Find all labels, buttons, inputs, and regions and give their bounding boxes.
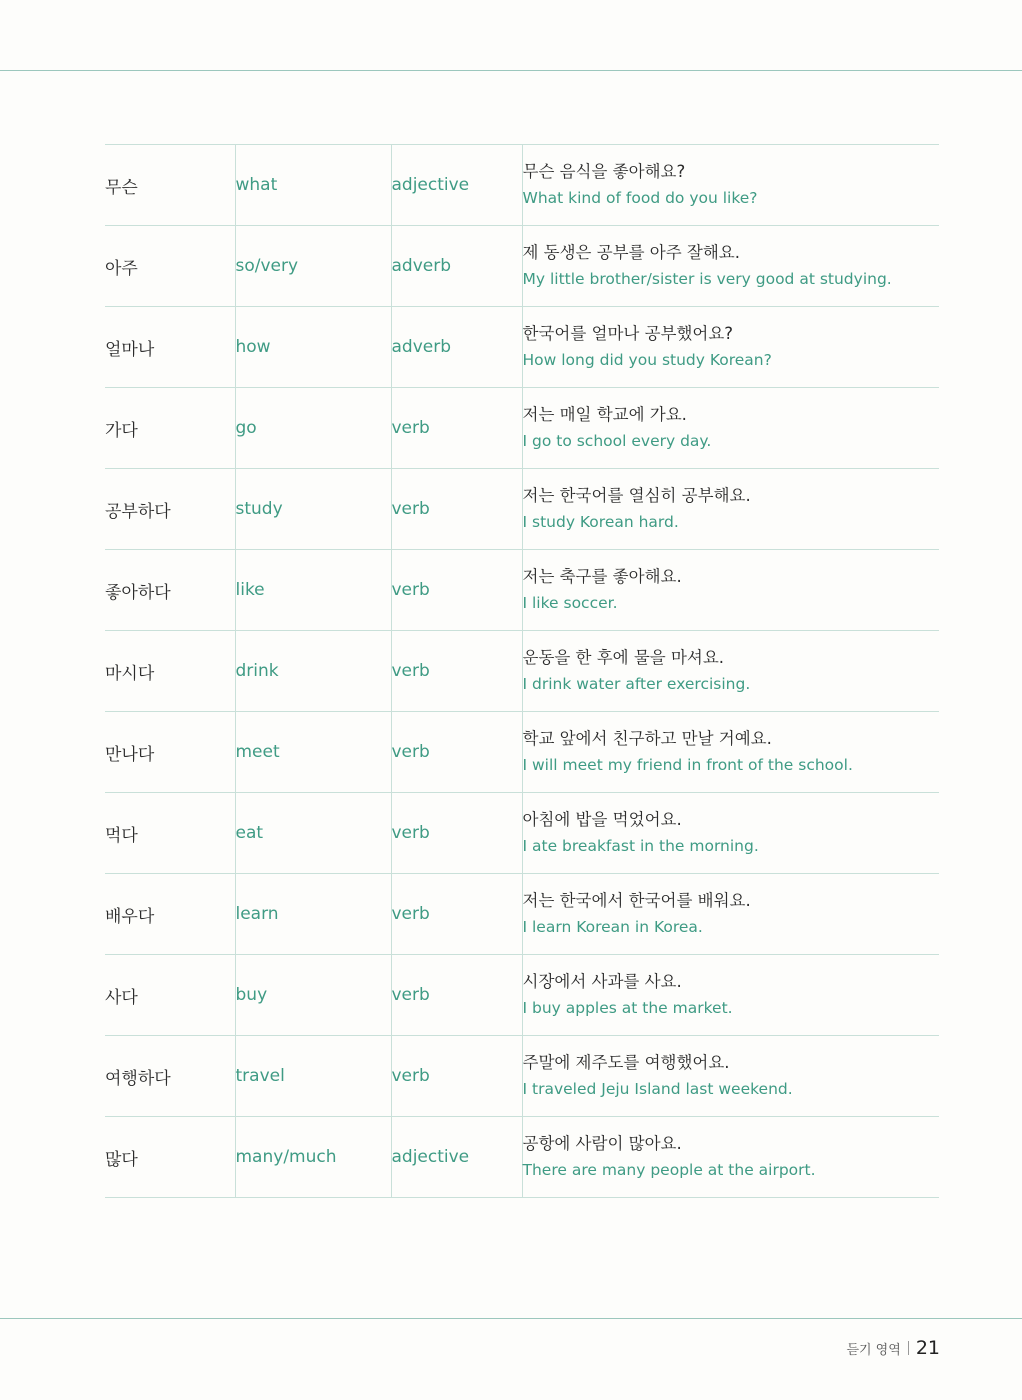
example-english: I traveled Jeju Island last weekend. <box>522 1080 793 1098</box>
english-meaning: so/very <box>235 226 391 307</box>
korean-word: 사다 <box>105 955 235 1036</box>
english-meaning: how <box>235 307 391 388</box>
example-cell <box>522 307 939 388</box>
top-rule <box>0 70 1022 71</box>
example-korean: 저는 축구를 좋아해요. <box>522 567 682 586</box>
table-row <box>105 955 939 1036</box>
table-row <box>105 550 939 631</box>
example-korean: 공항에 사람이 많아요. <box>522 1134 682 1153</box>
korean-word: 여행하다 <box>105 1036 235 1117</box>
english-meaning: what <box>235 145 391 226</box>
page-footer <box>846 1334 940 1362</box>
example-cell <box>522 226 939 307</box>
footer-separator <box>908 1341 909 1355</box>
english-meaning: many/much <box>235 1117 391 1198</box>
bottom-rule <box>0 1318 1022 1319</box>
example-english: I drink water after exercising. <box>522 675 751 693</box>
part-of-speech: adverb <box>391 307 522 388</box>
example-english: I go to school every day. <box>522 432 712 450</box>
english-meaning: eat <box>235 793 391 874</box>
example-cell <box>522 631 939 712</box>
table-row <box>105 1117 939 1198</box>
example-english: I buy apples at the market. <box>522 999 733 1017</box>
english-meaning: meet <box>235 712 391 793</box>
korean-word: 많다 <box>105 1117 235 1198</box>
english-meaning: learn <box>235 874 391 955</box>
part-of-speech: adjective <box>391 1117 522 1198</box>
korean-word: 공부하다 <box>105 469 235 550</box>
part-of-speech: verb <box>391 955 522 1036</box>
part-of-speech: verb <box>391 631 522 712</box>
example-korean: 시장에서 사과를 사요. <box>522 972 682 991</box>
example-cell <box>522 793 939 874</box>
part-of-speech: verb <box>391 469 522 550</box>
korean-word: 좋아하다 <box>105 550 235 631</box>
table-row <box>105 631 939 712</box>
example-korean: 한국어를 얼마나 공부했어요? <box>522 324 734 343</box>
example-korean: 학교 앞에서 친구하고 만날 거예요. <box>522 729 772 748</box>
english-meaning: buy <box>235 955 391 1036</box>
example-korean: 저는 매일 학교에 가요. <box>522 405 687 424</box>
korean-word: 무슨 <box>105 145 235 226</box>
table-row <box>105 874 939 955</box>
example-korean: 무슨 음식을 좋아해요? <box>522 162 686 181</box>
example-english: My little brother/sister is very good at studying. <box>522 270 892 288</box>
table-row <box>105 226 939 307</box>
table-row <box>105 793 939 874</box>
korean-word: 배우다 <box>105 874 235 955</box>
example-english: I ate breakfast in the morning. <box>522 837 759 855</box>
english-meaning: go <box>235 388 391 469</box>
example-english: There are many people at the airport. <box>522 1161 816 1179</box>
part-of-speech: adverb <box>391 226 522 307</box>
example-cell <box>522 469 939 550</box>
example-cell <box>522 1117 939 1198</box>
english-meaning: study <box>235 469 391 550</box>
example-cell <box>522 712 939 793</box>
table-row <box>105 712 939 793</box>
example-cell <box>522 955 939 1036</box>
korean-word: 만나다 <box>105 712 235 793</box>
vocabulary-table-body <box>105 145 939 1198</box>
english-meaning: drink <box>235 631 391 712</box>
example-english: I will meet my friend in front of the school. <box>522 756 853 774</box>
part-of-speech: verb <box>391 874 522 955</box>
english-meaning: like <box>235 550 391 631</box>
table-row <box>105 145 939 226</box>
example-english: I like soccer. <box>522 594 618 612</box>
example-english: How long did you study Korean? <box>522 351 772 369</box>
example-english: I study Korean hard. <box>522 513 679 531</box>
part-of-speech: verb <box>391 793 522 874</box>
page-number: 21 <box>915 1337 940 1359</box>
example-korean: 저는 한국에서 한국어를 배워요. <box>522 891 751 910</box>
korean-word: 아주 <box>105 226 235 307</box>
korean-word: 먹다 <box>105 793 235 874</box>
example-cell <box>522 550 939 631</box>
example-cell <box>522 388 939 469</box>
example-korean: 제 동생은 공부를 아주 잘해요. <box>522 243 740 262</box>
part-of-speech: verb <box>391 712 522 793</box>
table-row <box>105 1036 939 1117</box>
korean-word: 가다 <box>105 388 235 469</box>
part-of-speech: adjective <box>391 145 522 226</box>
example-korean: 운동을 한 후에 물을 마셔요. <box>522 648 725 667</box>
example-english: What kind of food do you like? <box>522 189 758 207</box>
example-korean: 주말에 제주도를 여행했어요. <box>522 1053 730 1072</box>
part-of-speech: verb <box>391 388 522 469</box>
footer-section-label: 듣기 영역 <box>846 1342 901 1358</box>
example-korean: 아침에 밥을 먹었어요. <box>522 810 682 829</box>
example-english: I learn Korean in Korea. <box>522 918 703 936</box>
table-row <box>105 469 939 550</box>
part-of-speech: verb <box>391 1036 522 1117</box>
english-meaning: travel <box>235 1036 391 1117</box>
table-row <box>105 307 939 388</box>
korean-word: 마시다 <box>105 631 235 712</box>
korean-word: 얼마나 <box>105 307 235 388</box>
example-cell <box>522 1036 939 1117</box>
vocabulary-table <box>105 144 939 1198</box>
table-row <box>105 388 939 469</box>
example-korean: 저는 한국어를 열심히 공부해요. <box>522 486 751 505</box>
example-cell <box>522 874 939 955</box>
example-cell <box>522 145 939 226</box>
part-of-speech: verb <box>391 550 522 631</box>
